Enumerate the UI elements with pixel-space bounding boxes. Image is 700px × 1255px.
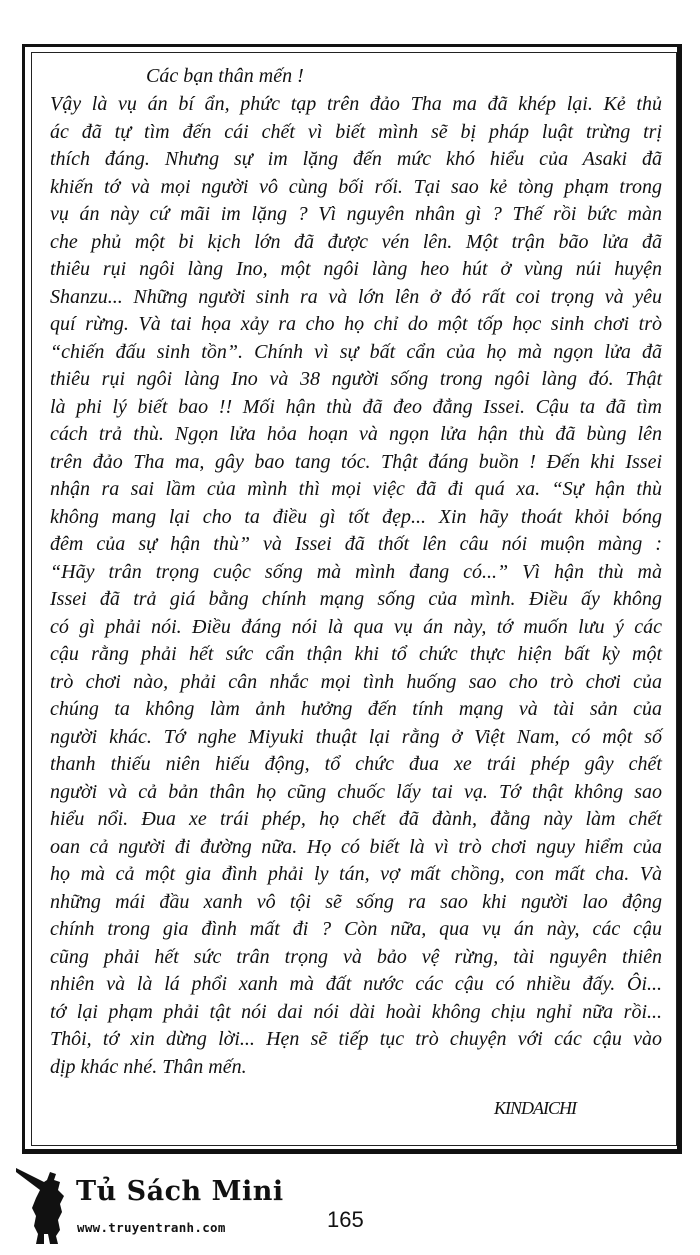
letter-line-text: Shanzu... Những người sinh ra và lớn lên ở đó rất coi trọng và yêu — [50, 285, 662, 308]
ninja-silhouette-icon — [14, 1160, 76, 1250]
letter-greeting: Các bạn thân mến ! — [146, 65, 304, 87]
letter-line — [50, 944, 662, 972]
letter-line — [50, 586, 662, 614]
letter-line-text: thanh thiếu niên hiếu động, tổ chức đua xe trái phép gây chết — [50, 753, 662, 775]
letter-line-text: hiểu nổi. Đua xe trái phép, họ chết đã đành, đằng này làm chết — [50, 808, 662, 830]
letter-line-text: vụ án này cứ mãi im lặng ? Vì nguyên nhân gì ? Thế rồi bức màn — [50, 203, 662, 225]
letter-line-text: nhiên và là lá phổi xanh mà đất nước các cậu có nhiều đấy. Ôi... — [50, 973, 662, 995]
logo-url: www.truyentranh.com — [77, 1220, 226, 1235]
letter-line — [50, 119, 662, 147]
letter-line — [50, 696, 662, 724]
letter-line-text: “Hãy trân trọng cuộc sống mà mình đang có...” Vì hận thù mà — [50, 560, 662, 583]
letter-line-text: thích đáng. Nhưng sự im lặng đến mức khó hiểu của Asaki đã — [50, 148, 662, 170]
letter-line-text: Vậy là vụ án bí ẩn, phức tạp trên đảo Tha ma đã khép lại. Kẻ thủ — [50, 93, 662, 115]
letter-line — [50, 504, 662, 532]
letter-line-text: thiêu rụi ngôi làng Ino, một ngôi làng heo hút ở vùng núi huyện — [50, 258, 662, 280]
letter-line-text: trên đảo Tha ma, gây bao tang tóc. Thật đáng buồn ! Đến khi Issei — [50, 450, 662, 473]
letter-line — [50, 641, 662, 669]
letter-line — [50, 916, 662, 944]
letter-line — [50, 449, 662, 477]
letter-line — [50, 366, 662, 394]
letter-line-text: nhận ra sai lầm của mình thì mọi việc đã đi quá xa. “Sự hận thù — [50, 478, 662, 500]
letter-line — [50, 724, 662, 752]
logo-title: Tủ Sách Mini — [76, 1176, 284, 1207]
letter-line — [50, 394, 662, 422]
letter-line — [50, 311, 662, 339]
letter-line — [50, 559, 662, 587]
letter-line-text: chính trong gia đình mất đi ? Còn nữa, qua vụ án này, các cậu — [50, 918, 662, 940]
letter-line — [50, 284, 662, 312]
letter-line — [50, 834, 662, 862]
letter-line — [50, 174, 662, 202]
letter-line-text: có gì phải nói. Điều đáng nói là qua vụ án này, tớ muốn lưu ý các — [50, 615, 662, 638]
letter-line — [50, 201, 662, 229]
letter-line — [50, 531, 662, 559]
letter-line-text: thiêu rụi ngôi làng Ino và 38 người sống trong ngôi làng đó. Thật — [50, 368, 662, 390]
letter-line-text: ác đã tự tìm đến cái chết vì biết mình sẽ bị pháp luật trừng trị — [50, 120, 662, 143]
letter-line — [50, 91, 662, 119]
letter-line-text: che phủ một bi kịch lớn đã được vén lên. Một trận bão lửa đã — [50, 230, 662, 253]
letter-line-text: người khác. Tớ nghe Miyuki thuật lại rằng ở Việt Nam, có một số — [50, 725, 662, 748]
letter-line-text: oan cả người đi đường nữa. Họ có biết là vì trò chơi nguy hiểm của — [50, 835, 662, 858]
letter-line-text: người và cả bản thân họ cũng chuốc lấy tai vạ. Tớ thật không sao — [50, 780, 662, 803]
page-number: 165 — [327, 1207, 364, 1232]
letter-line — [50, 1054, 662, 1082]
letter-line-text: trò chơi nào, phải cân nhắc mọi tình huống sao cho trò chơi của — [50, 670, 662, 693]
letter-line-text: khiến tớ và mọi người vô cùng bối rối. Tại sao kẻ tòng phạm trong — [50, 175, 662, 198]
letter-line — [50, 229, 662, 257]
letter-line — [50, 421, 662, 449]
letter-line-text: đêm của sự hận thù” và Issei đã thốt lên câu nói muộn màng : — [50, 533, 662, 555]
letter-line — [50, 889, 662, 917]
letter-line — [50, 861, 662, 889]
letter-line-text: không mang lại cho ta điều gì tốt đẹp... Xin hãy thoát khỏi bóng — [50, 505, 662, 528]
letter-line-text: là phi lý biết bao !! Mối hận thù đã đeo đẳng Issei. Cậu ta đã tìm — [50, 395, 662, 418]
letter-line — [50, 614, 662, 642]
letter-line — [50, 779, 662, 807]
letter-line — [50, 971, 662, 999]
letter-line-text: họ mà cả một gia đình phải ly tán, vợ mất chồng, con mất cha. Và — [50, 863, 662, 885]
letter-line-text: Issei đã trả giá bằng chính mạng sống của mình. Điều ấy không — [50, 588, 662, 610]
letter-line-text: Thôi, tớ xin dừng lời... Hẹn sẽ tiếp tục trò chuyện với các cậu vào — [50, 1028, 662, 1050]
letter-line — [50, 806, 662, 834]
letter-line-text: cậu rằng phải hết sức cẩn thận khi tổ chức thực hiện bất kỳ một — [50, 643, 662, 665]
letter-line-text: “chiến đấu sinh tồn”. Chính vì sự bất cẩn của họ mà ngọn lửa đã — [50, 340, 662, 363]
letter-line-text: dịp khác nhé. Thân mến. — [50, 1055, 247, 1078]
letter-line — [50, 339, 662, 367]
letter-line — [50, 146, 662, 174]
letter-line — [50, 256, 662, 284]
letter-line — [50, 1026, 662, 1054]
letter-line — [50, 999, 662, 1027]
letter-line-text: quí rừng. Và tai họa xảy ra cho họ chỉ do một tốp học sinh chơi trò — [50, 313, 662, 335]
letter-signature: KINDAICHI — [494, 1098, 576, 1118]
publisher-logo — [14, 1160, 284, 1250]
letter-line — [50, 669, 662, 697]
letter-line-text: tớ lại phạm phải tật nói dai nói dài hoài không chịu nghỉ nữa rồi... — [50, 1000, 662, 1023]
letter-line-text: những mái đầu xanh vô tội sẽ sống ra sao khi người lao động — [50, 890, 662, 913]
letter-line — [50, 476, 662, 504]
letter-body — [50, 91, 662, 1081]
letter-line — [50, 751, 662, 779]
letter-line-text: cách trả thù. Ngọn lửa hỏa hoạn và ngọn lửa hận thù đã bùng lên — [50, 423, 662, 445]
letter-line-text: cũng phải hết sức trân trọng và bảo vệ rừng, tài nguyên thiên — [50, 945, 662, 968]
letter-line-text: chúng ta không làm ảnh hưởng đến tính mạng và tài sản của — [50, 698, 662, 720]
